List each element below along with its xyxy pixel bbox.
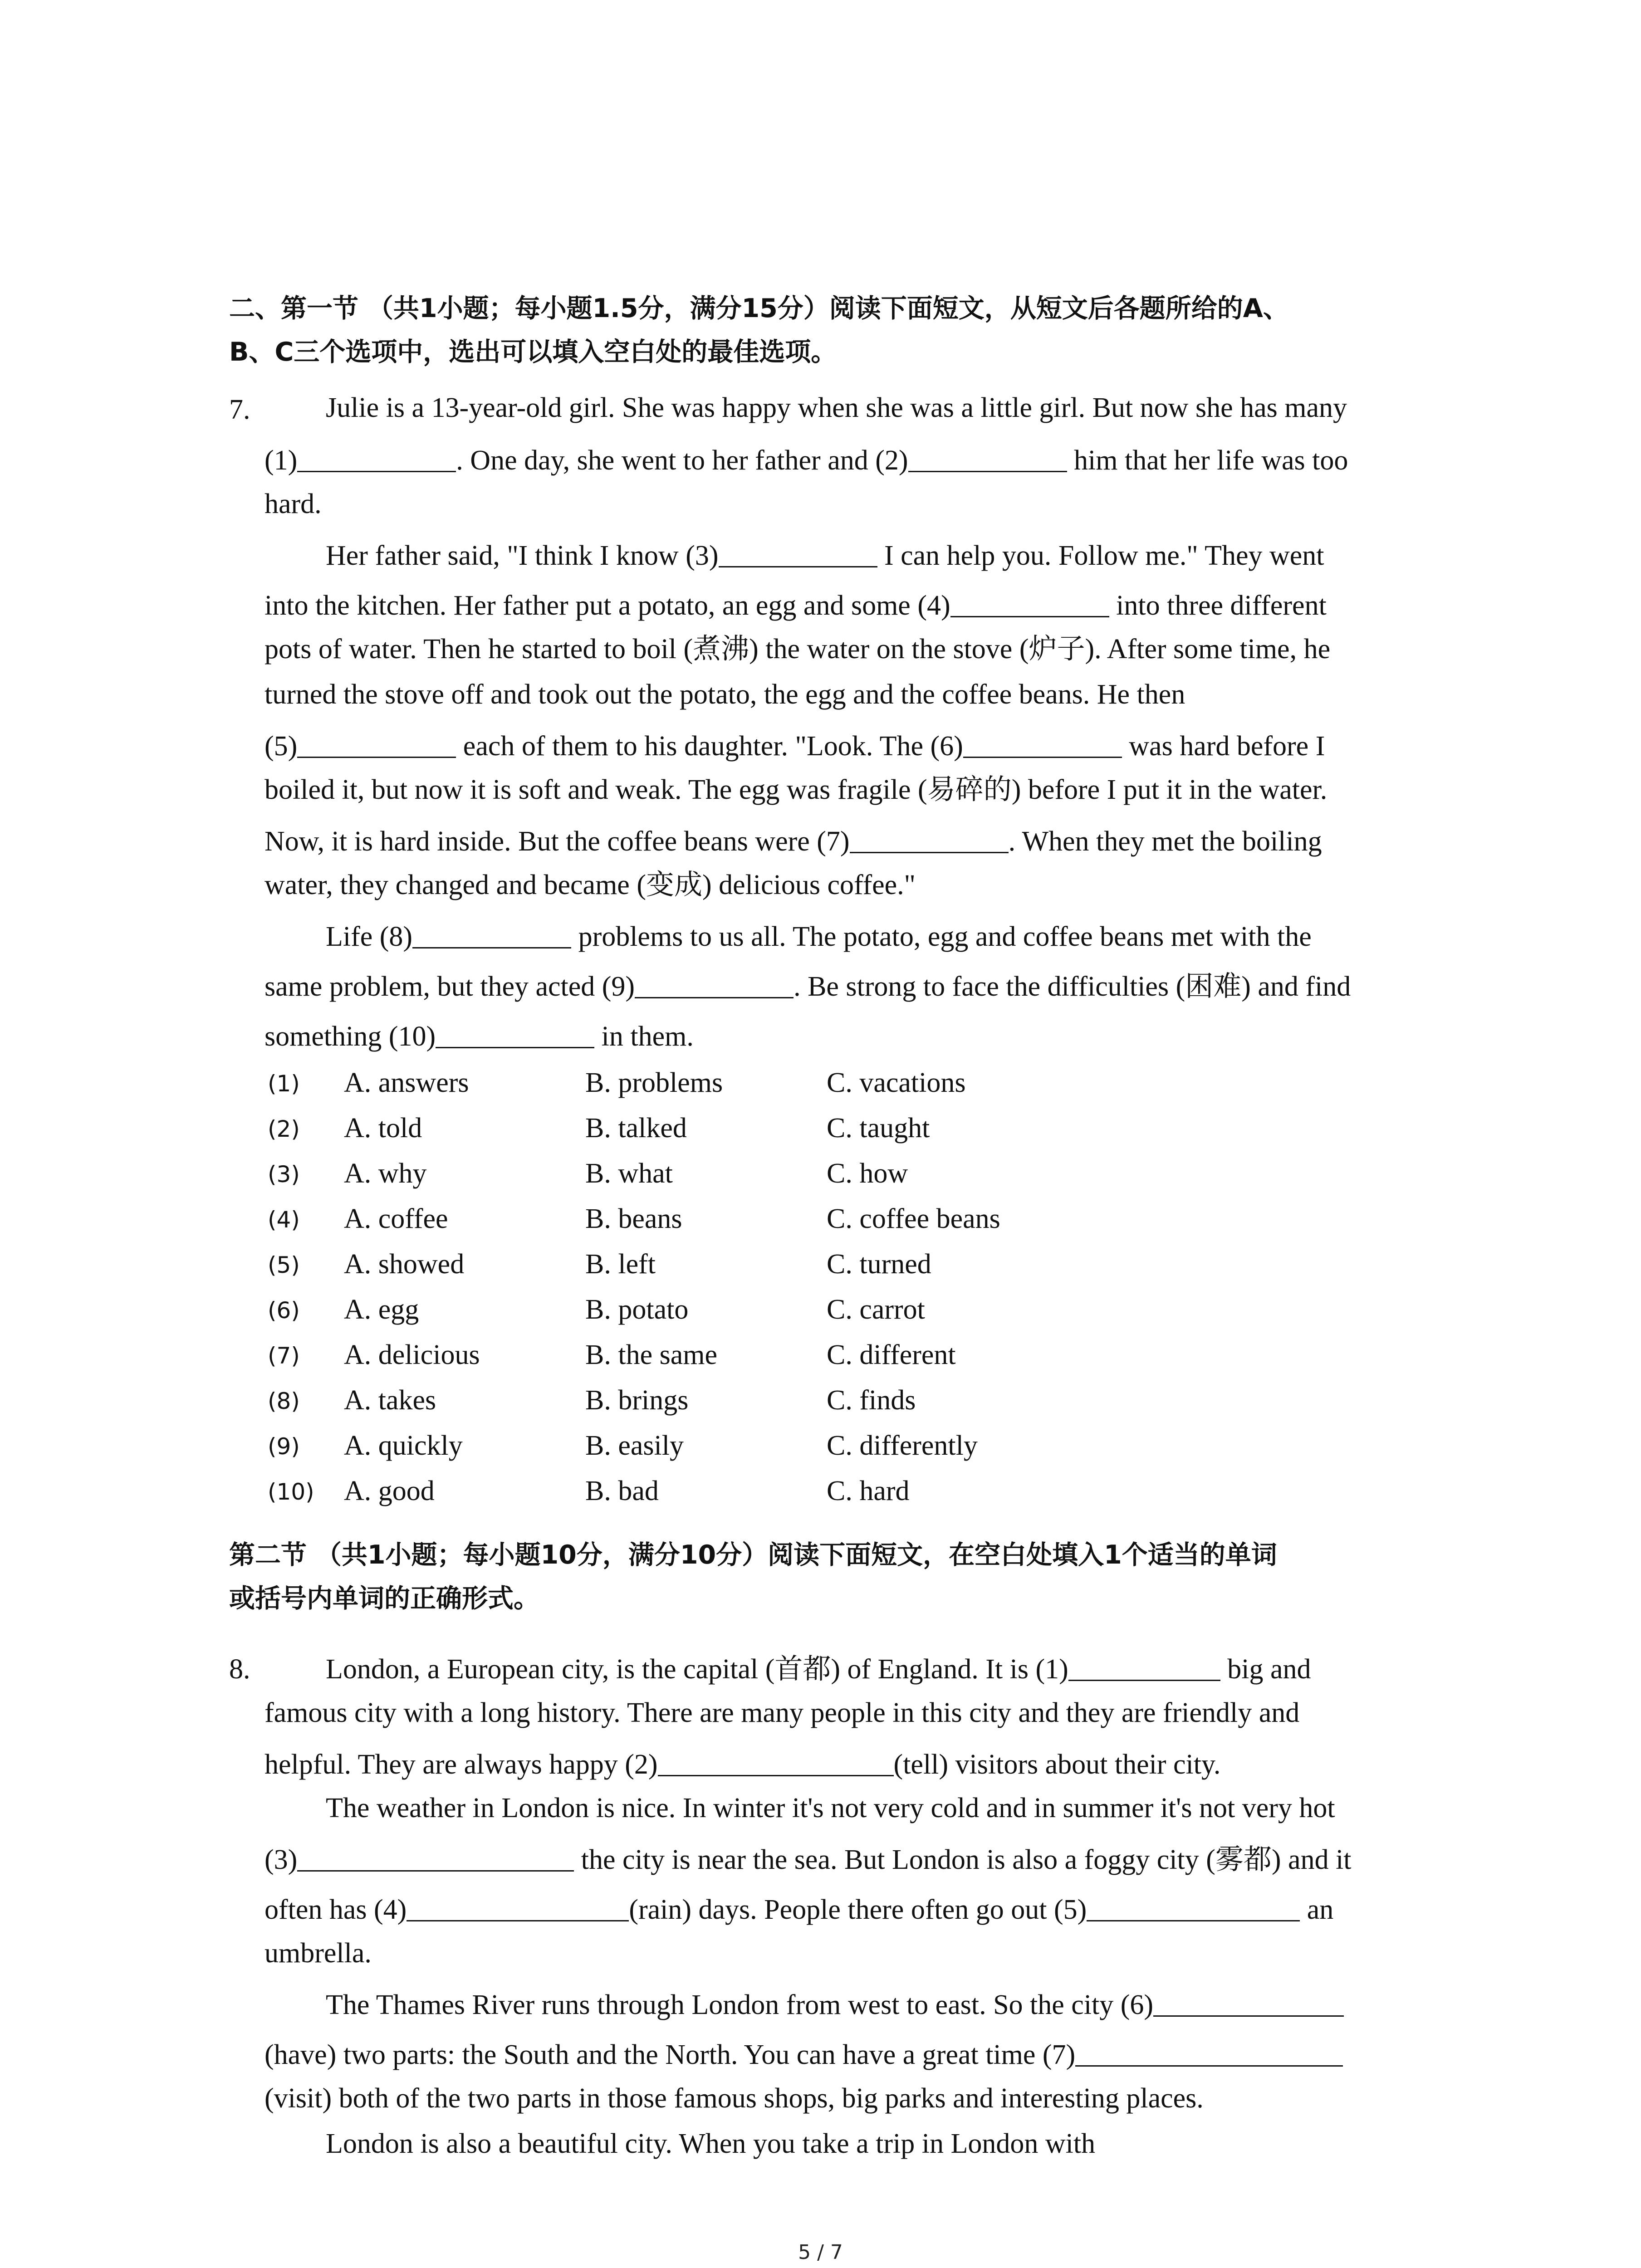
q8-blank-6[interactable] — [1153, 1989, 1344, 2017]
q7-blank-10[interactable] — [436, 1021, 594, 1048]
q7-blank-8[interactable] — [412, 921, 571, 948]
q7-line-1: Julie is a 13-year-old girl. She was happy when she was a little girl. But now she has many — [326, 392, 1347, 423]
q7-line-3: hard. — [265, 489, 322, 519]
q7-line-14-b: in them. — [594, 1021, 694, 1052]
option-b[interactable]: B. talked — [585, 1113, 687, 1144]
option-a[interactable]: A. takes — [344, 1385, 436, 1416]
q7-blank-6[interactable] — [963, 730, 1122, 758]
q8-line-9-a: (have) two parts: the South and the North. You can have a great time (7) — [265, 2039, 1076, 2070]
option-number: (9) — [268, 1433, 300, 1460]
option-a[interactable]: A. answers — [344, 1067, 469, 1098]
option-a[interactable]: A. told — [344, 1113, 422, 1144]
q8-line-5-b: the city is near the sea. But London is also a foggy city (雾都) and it — [574, 1844, 1352, 1875]
q7-line-10-b: . When they met the boiling — [1008, 826, 1322, 857]
option-a[interactable]: A. coffee — [344, 1203, 448, 1234]
option-number: (5) — [268, 1252, 300, 1278]
option-b[interactable]: B. brings — [585, 1385, 689, 1416]
q7-blank-9[interactable] — [635, 971, 794, 998]
q7-line-6: pots of water. Then he started to boil (煮沸) the water on the stove (炉子). After some time, he — [265, 634, 1331, 665]
option-number: (7) — [268, 1343, 300, 1369]
option-number: (4) — [268, 1207, 300, 1233]
section1-heading-line2: B、C三个选项中，选出可以填入空白处的最佳选项。 — [229, 337, 837, 367]
q8-line-3-b: (tell) visitors about their city. — [893, 1749, 1221, 1780]
question-number-7: 7. — [229, 394, 250, 425]
option-a[interactable]: A. egg — [344, 1294, 419, 1325]
section2-heading-line1: 第二节 （共1小题；每小题10分，满分10分）阅读下面短文，在空白处填入1个适当的单词 — [229, 1540, 1277, 1570]
q8-line-5-a: (3) — [265, 1844, 298, 1875]
q8-line-8 — [326, 1989, 1344, 2019]
q7-blank-2[interactable] — [908, 445, 1067, 472]
q7-line-13-a: same problem, but they acted (9) — [265, 971, 635, 1002]
question-number-8: 8. — [229, 1654, 250, 1685]
option-a[interactable]: A. good — [344, 1476, 435, 1506]
option-number: (6) — [268, 1297, 300, 1324]
option-c[interactable]: C. carrot — [827, 1294, 925, 1325]
option-number: (2) — [268, 1116, 300, 1142]
q8-blank-4[interactable] — [407, 1894, 629, 1921]
q7-line-8 — [265, 730, 1325, 760]
option-b[interactable]: B. easily — [585, 1430, 684, 1461]
option-c[interactable]: C. hard — [827, 1476, 910, 1506]
option-b[interactable]: B. beans — [585, 1203, 682, 1234]
q8-line-1-b: big and — [1220, 1654, 1311, 1685]
q8-line-1 — [326, 1653, 1311, 1683]
q7-line-5-b: into three different — [1109, 590, 1327, 621]
q7-line-14-a: something (10) — [265, 1021, 436, 1052]
q7-blank-1[interactable] — [297, 445, 456, 472]
q7-line-8-c: was hard before I — [1122, 731, 1325, 762]
q7-blank-7[interactable] — [850, 826, 1009, 853]
option-c[interactable]: C. finds — [827, 1385, 916, 1416]
option-c[interactable]: C. differently — [827, 1430, 978, 1461]
q7-line-14 — [265, 1021, 694, 1051]
q8-line-3 — [265, 1749, 1220, 1779]
q7-line-10-a: Now, it is hard inside. But the coffee beans were (7) — [265, 826, 850, 857]
section2-heading-line2: 或括号内单词的正确形式。 — [229, 1584, 539, 1613]
q8-line-7: umbrella. — [265, 1938, 372, 1969]
option-number: (1) — [268, 1070, 300, 1097]
option-b[interactable]: B. what — [585, 1158, 673, 1189]
q8-line-6-a: often has (4) — [265, 1894, 407, 1925]
q8-blank-5[interactable] — [1087, 1894, 1300, 1921]
option-a[interactable]: A. why — [344, 1158, 427, 1189]
q8-line-9 — [265, 2039, 1343, 2069]
q8-line-8-a: The Thames River runs through London from west to east. So the city (6) — [326, 1989, 1154, 2020]
q8-line-6-c: an — [1300, 1894, 1334, 1925]
page-number: 5 / 7 — [798, 2241, 843, 2264]
q8-blank-2[interactable] — [658, 1749, 894, 1776]
option-b[interactable]: B. bad — [585, 1476, 659, 1506]
q8-line-4: The weather in London is nice. In winter it's not very cold and in summer it's not very hot — [326, 1793, 1335, 1823]
option-b[interactable]: B. left — [585, 1249, 656, 1280]
q7-blank-5[interactable] — [297, 730, 456, 758]
q8-blank-1[interactable] — [1068, 1653, 1220, 1681]
q7-line-2-b: . One day, she went to her father and (2) — [456, 445, 908, 476]
q7-line-4 — [326, 540, 1324, 570]
q8-blank-7[interactable] — [1075, 2039, 1343, 2067]
q7-line-13-b: . Be strong to face the difficulties (困难) and find — [794, 971, 1351, 1002]
option-c[interactable]: C. different — [827, 1339, 956, 1370]
q8-line-1-a: London, a European city, is the capital (首都) of England. It is (1) — [326, 1654, 1068, 1685]
q7-line-5-a: into the kitchen. Her father put a potato, an egg and some (4) — [265, 590, 950, 621]
q7-line-9: boiled it, but now it is soft and weak. The egg was fragile (易碎的) before I put it in the water. — [265, 774, 1327, 805]
q8-line-10: (visit) both of the two parts in those famous shops, big parks and interesting places. — [265, 2083, 1204, 2114]
option-c[interactable]: C. turned — [827, 1249, 931, 1280]
q7-line-2-a: (1) — [265, 445, 298, 476]
option-number: (8) — [268, 1388, 300, 1414]
option-c[interactable]: C. coffee beans — [827, 1203, 1000, 1234]
q7-line-2-c: him that her life was too — [1067, 445, 1348, 476]
q7-blank-4[interactable] — [950, 590, 1109, 617]
option-a[interactable]: A. delicious — [344, 1339, 480, 1370]
q7-line-4-b: I can help you. Follow me." They went — [877, 540, 1324, 571]
q7-line-10 — [265, 826, 1322, 855]
q7-line-7: turned the stove off and took out the potato, the egg and the coffee beans. He then — [265, 679, 1185, 710]
q8-line-5 — [265, 1844, 1352, 1874]
q8-line-3-a: helpful. They are always happy (2) — [265, 1749, 658, 1780]
q8-blank-3[interactable] — [297, 1844, 574, 1872]
q7-line-12 — [326, 921, 1312, 951]
option-number: (3) — [268, 1161, 300, 1188]
q7-blank-3[interactable] — [719, 540, 877, 567]
q8-line-6 — [265, 1894, 1333, 1924]
q7-line-4-a: Her father said, "I think I know (3) — [326, 540, 719, 571]
q7-line-8-b: each of them to his daughter. "Look. The (6) — [456, 731, 963, 762]
option-c[interactable]: C. vacations — [827, 1067, 966, 1098]
option-number: (10) — [268, 1479, 314, 1505]
q7-line-11: water, they changed and became (变成) delicious coffee." — [265, 870, 916, 900]
q7-line-8-a: (5) — [265, 731, 298, 762]
q7-line-12-a: Life (8) — [326, 921, 413, 952]
q7-line-13 — [265, 971, 1351, 1001]
q8-line-2: famous city with a long history. There are many people in this city and they are friendly and — [265, 1697, 1300, 1728]
option-c[interactable]: C. taught — [827, 1113, 930, 1144]
q8-line-6-b: (rain) days. People there often go out (5) — [629, 1894, 1087, 1925]
q8-line-11: London is also a beautiful city. When you take a trip in London with — [326, 2128, 1096, 2159]
option-a[interactable]: A. showed — [344, 1249, 465, 1280]
option-b[interactable]: B. potato — [585, 1294, 689, 1325]
q7-line-12-b: problems to us all. The potato, egg and coffee beans met with the — [571, 921, 1312, 952]
option-b[interactable]: B. the same — [585, 1339, 717, 1370]
section1-heading-line1: 二、第一节 （共1小题；每小题1.5分，满分15分）阅读下面短文，从短文后各题所给的A、 — [229, 293, 1289, 323]
option-c[interactable]: C. how — [827, 1158, 908, 1189]
option-a[interactable]: A. quickly — [344, 1430, 463, 1461]
q7-line-2 — [265, 445, 1348, 474]
q7-line-5 — [265, 590, 1327, 620]
option-b[interactable]: B. problems — [585, 1067, 723, 1098]
